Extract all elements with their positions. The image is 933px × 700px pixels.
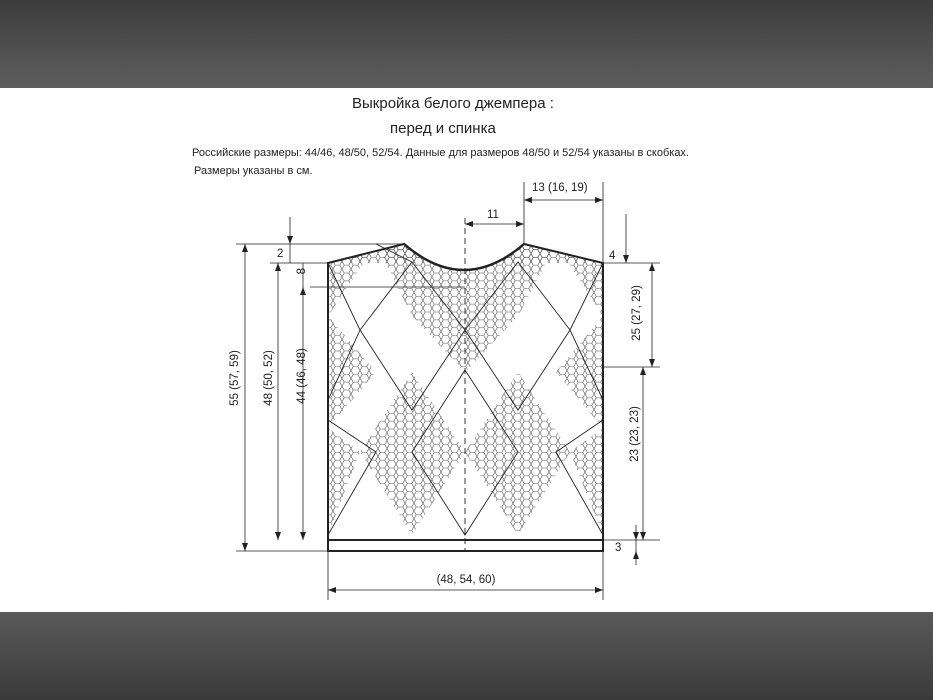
dim-total-length: 55 (57, 59) bbox=[229, 350, 241, 406]
dim-neck-depth: 8 bbox=[296, 268, 308, 275]
dim-length-to-neck: 44 (46, 48) bbox=[296, 348, 308, 404]
dim-length-to-shoulder: 48 (50, 52) bbox=[263, 350, 275, 406]
dim-neck-drop: 2 bbox=[277, 248, 284, 260]
dim-shoulder-slope: 4 bbox=[609, 250, 616, 262]
diagram-subtitle: перед и спинка bbox=[390, 120, 496, 137]
dim-width: (48, 54, 60) bbox=[436, 574, 496, 586]
sizes-note: Российские размеры: 44/46, 48/50, 52/54. Данные для размеров 48/50 и 52/54 указаны в скобках. bbox=[192, 147, 689, 159]
bottom-frame-band bbox=[0, 612, 933, 700]
diagram-title: Выкройка белого джемпера : bbox=[352, 95, 554, 112]
dim-upper-section: 25 (27, 29) bbox=[631, 285, 643, 341]
dim-lower-section: 23 (23, 23) bbox=[629, 406, 641, 462]
dim-shoulder-width: 13 (16, 19) bbox=[532, 182, 588, 194]
dim-rib-band: 3 bbox=[615, 542, 622, 554]
hex-pattern-fill bbox=[328, 244, 603, 535]
dim-neck-half-width: 11 bbox=[487, 209, 499, 221]
units-note: Размеры указаны в см. bbox=[194, 165, 313, 177]
rib-band bbox=[328, 540, 603, 551]
